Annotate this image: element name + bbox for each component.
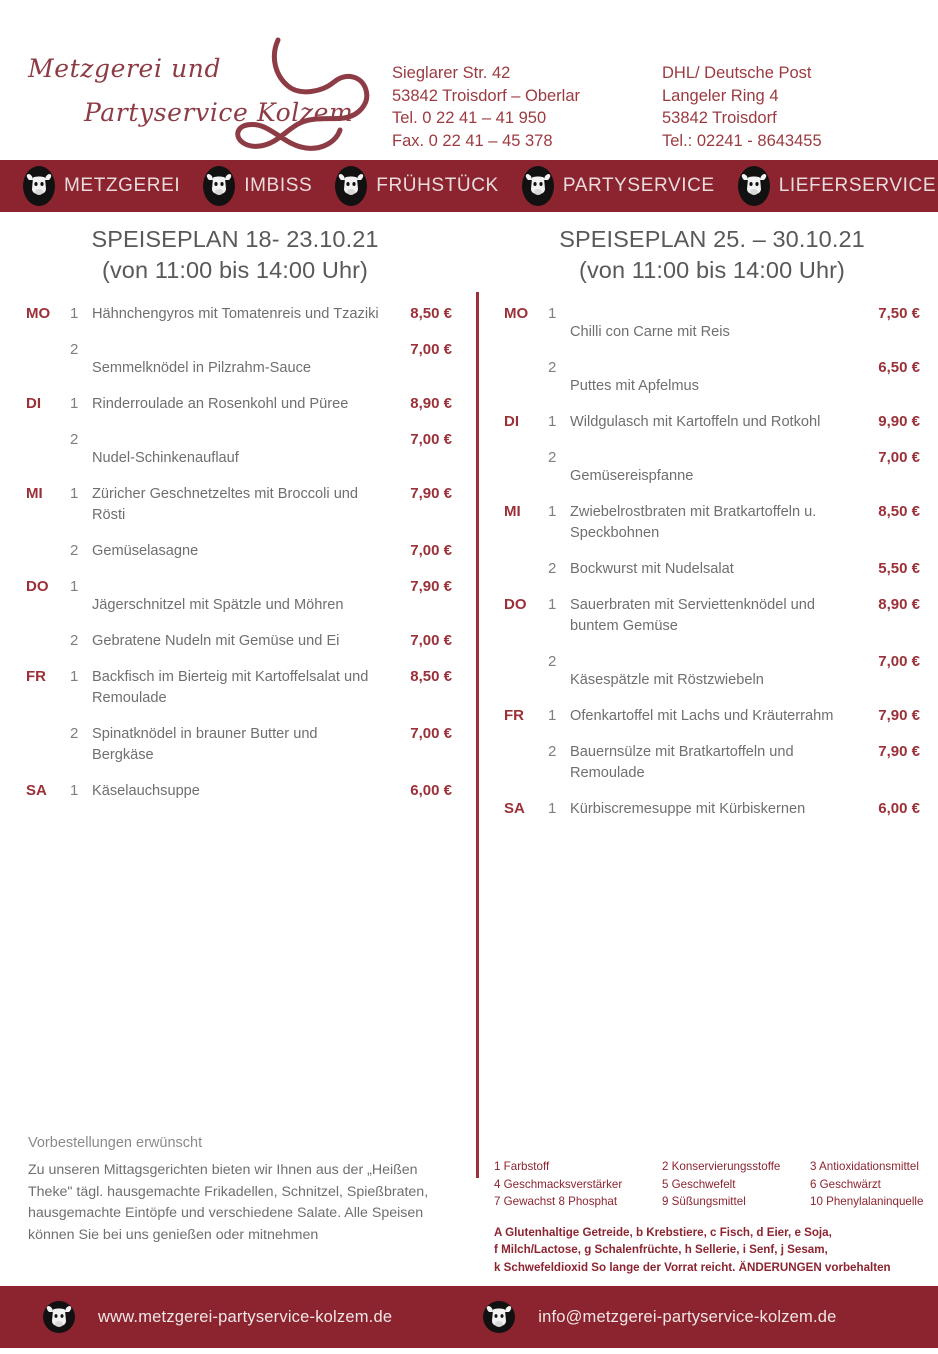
menu-row-day: MO bbox=[26, 305, 51, 322]
menu-row-number: 2 bbox=[70, 341, 79, 358]
menu-row-dish: Gebratene Nudeln mit Gemüse und Ei bbox=[92, 633, 340, 649]
menu-row-price: 7,90 € bbox=[878, 743, 920, 760]
menu-row-day bbox=[26, 631, 70, 632]
additive-cell: 2 Konservierungsstoffe bbox=[662, 1160, 781, 1173]
allergen-line: A Glutenhaltige Getreide, b Krebstiere, c Fisch, d Eier, e Soja, bbox=[494, 1225, 832, 1239]
footer-bar bbox=[0, 1286, 938, 1348]
menu-row bbox=[504, 706, 920, 727]
footer-email-text: info@metzgerei-partyservice-kolzem.de bbox=[538, 1307, 837, 1326]
logo-text-line1: Metzgerei und bbox=[28, 54, 222, 83]
menu-row bbox=[26, 781, 452, 802]
menu-row-price: 7,00 € bbox=[410, 725, 452, 742]
menu-row-number: 1 bbox=[548, 503, 557, 520]
menu-title-week2 bbox=[486, 212, 938, 286]
menu-row-day bbox=[504, 358, 548, 359]
menu-row bbox=[504, 448, 920, 487]
menu-row-dish: Jägerschnitzel mit Spätzle und Möhren bbox=[92, 597, 344, 613]
menu-rows-week2 bbox=[486, 304, 938, 820]
menu-row bbox=[26, 541, 452, 562]
note-line: Zu unseren Mittagsgerichten bieten wir Ihnen aus der „Heißen bbox=[28, 1162, 418, 1178]
menu-row bbox=[26, 667, 452, 709]
nav-label: METZGEREI bbox=[64, 175, 181, 196]
menu-row-price: 9,90 € bbox=[878, 413, 920, 430]
nav-item-metzgerei[interactable] bbox=[22, 165, 180, 207]
menu-row bbox=[26, 340, 452, 379]
menu-row-number: 1 bbox=[548, 596, 557, 613]
menu-row-number: 2 bbox=[70, 542, 79, 559]
nav-label: PARTYSERVICE bbox=[562, 175, 715, 196]
contact-line: Tel.: 02241 - 8643455 bbox=[662, 131, 822, 150]
menu-row-day bbox=[504, 652, 548, 653]
additive-cell: 5 Geschwefelt bbox=[662, 1177, 736, 1191]
preorder-body bbox=[28, 1160, 478, 1246]
menu-row-price: 7,00 € bbox=[878, 449, 920, 466]
company-logo bbox=[22, 32, 372, 152]
menu-row-price: 8,50 € bbox=[410, 668, 452, 685]
preorder-notes bbox=[28, 1132, 478, 1246]
menu-row-day bbox=[26, 340, 70, 341]
menu-row-number: 1 bbox=[548, 800, 557, 817]
additives-row bbox=[494, 1193, 924, 1211]
menu-row-price: 8,90 € bbox=[410, 395, 452, 412]
menu-row-price: 8,50 € bbox=[410, 305, 452, 322]
menu-row-dish: Käselauchsuppe bbox=[92, 783, 200, 799]
nav-label: FRÜHSTÜCK bbox=[376, 175, 499, 196]
menu-row-dish: Bauernsülze mit Bratkartoffeln und Remoulade bbox=[570, 744, 794, 781]
menu-row-number: 1 bbox=[548, 707, 557, 724]
menu-row-dish: Puttes mit Apfelmus bbox=[570, 378, 699, 394]
bull-head-icon bbox=[482, 1300, 516, 1334]
menu-row-price: 7,00 € bbox=[410, 542, 452, 559]
menu-title-line1: SPEISEPLAN 18- 23.10.21 bbox=[91, 226, 379, 252]
nav-label: LIEFERSERVICE bbox=[778, 175, 937, 196]
menu-row-number: 1 bbox=[70, 395, 79, 412]
additives-legend bbox=[494, 1158, 924, 1276]
allergens-legend bbox=[494, 1224, 924, 1277]
menu-row bbox=[504, 358, 920, 397]
menu-row-dish: Backfisch im Bierteig mit Kartoffelsalat und Remoulade bbox=[92, 669, 369, 706]
menu-row-dish: Züricher Geschnetzeltes mit Broccoli und Rösti bbox=[92, 486, 359, 523]
menu-row-day: FR bbox=[26, 668, 46, 685]
menu-area bbox=[0, 212, 938, 1112]
menu-row-day bbox=[504, 559, 548, 560]
footer-website-text: www.metzgerei-partyservice-kolzem.de bbox=[98, 1307, 393, 1326]
preorder-heading: Vorbestellungen erwünscht bbox=[28, 1135, 203, 1151]
nav-item-lieferservice[interactable] bbox=[737, 165, 936, 207]
menu-row-number: 1 bbox=[70, 485, 79, 502]
logo-text-line2: Partyservice Kolzem bbox=[84, 98, 354, 127]
menu-row bbox=[504, 502, 920, 544]
menu-row-dish: Chilli con Carne mit Reis bbox=[570, 324, 730, 340]
additive-cell: 1 Farbstoff bbox=[494, 1160, 550, 1173]
additive-cell: 4 Geschmacksverstärker bbox=[494, 1177, 623, 1191]
menu-row-price: 7,90 € bbox=[878, 707, 920, 724]
allergen-line: f Milch/Lactose, g Schalenfrüchte, h Sellerie, i Senf, j Sesam, bbox=[494, 1243, 828, 1256]
menu-row-dish: Semmelknödel in Pilzrahm-Sauce bbox=[92, 360, 311, 376]
additive-cell: 9 Süßungsmittel bbox=[662, 1195, 746, 1208]
contact-address-block bbox=[392, 62, 580, 152]
menu-column-week2 bbox=[486, 212, 938, 835]
nav-item-fruehstueck[interactable] bbox=[334, 165, 499, 207]
menu-row bbox=[26, 394, 452, 415]
note-line: Theke" tägl. hausgemachte Frikadellen, Schnitzel, Spießbraten, bbox=[28, 1183, 429, 1200]
menu-row bbox=[26, 430, 452, 469]
menu-row bbox=[26, 577, 452, 616]
bull-head-icon bbox=[737, 165, 771, 207]
menu-row-day bbox=[504, 448, 548, 449]
menu-row-day: MO bbox=[504, 305, 529, 322]
menu-row-day bbox=[504, 742, 548, 743]
menu-column-week1 bbox=[0, 212, 470, 817]
contact-postal-block bbox=[662, 62, 822, 152]
menu-row bbox=[504, 412, 920, 433]
menu-row-price: 7,90 € bbox=[410, 578, 452, 595]
menu-row-number: 2 bbox=[548, 560, 557, 577]
menu-row-day: SA bbox=[26, 782, 47, 799]
nav-label: IMBISS bbox=[244, 175, 313, 196]
menu-row bbox=[26, 724, 452, 766]
menu-row-number: 1 bbox=[70, 668, 79, 685]
menu-row-day: DO bbox=[26, 578, 49, 595]
menu-row-number: 1 bbox=[70, 578, 79, 595]
menu-row-dish: Ofenkartoffel mit Lachs und Kräuterrahm bbox=[570, 708, 834, 724]
menu-row-day bbox=[26, 541, 70, 542]
menu-row-price: 7,00 € bbox=[410, 632, 452, 649]
menu-row bbox=[504, 652, 920, 691]
menu-row-dish: Nudel-Schinkenauflauf bbox=[92, 450, 239, 466]
menu-row-dish: Rinderroulade an Rosenkohl und Püree bbox=[92, 396, 349, 412]
menu-title-line2: (von 11:00 bis 14:00 Uhr) bbox=[102, 257, 368, 283]
nav-item-imbiss[interactable] bbox=[202, 165, 312, 207]
note-line: können Sie bei uns genießen oder mitnehmen bbox=[28, 1226, 319, 1243]
menu-row bbox=[504, 595, 920, 637]
menu-row-number: 2 bbox=[548, 743, 557, 760]
menu-row-price: 7,50 € bbox=[878, 305, 920, 322]
menu-row-number: 2 bbox=[548, 359, 557, 376]
additive-cell: 7 Gewachst 8 Phosphat bbox=[494, 1195, 618, 1208]
menu-row-day bbox=[26, 724, 70, 725]
page-header bbox=[0, 0, 938, 160]
menu-row-day bbox=[26, 430, 70, 431]
footer-website-item[interactable] bbox=[42, 1300, 392, 1334]
menu-row-price: 8,50 € bbox=[878, 503, 920, 520]
additive-cell: 3 Antioxidationsmittel bbox=[810, 1160, 919, 1173]
menu-title-line1: SPEISEPLAN 25. – 30.10.21 bbox=[559, 226, 865, 252]
menu-row-dish: Sauerbraten mit Serviettenknödel und buntem Gemüse bbox=[570, 597, 816, 634]
contact-line: Fax. 0 22 41 – 45 378 bbox=[392, 131, 553, 150]
menu-row-dish: Hähnchengyros mit Tomatenreis und Tzaziki bbox=[92, 306, 379, 322]
bull-head-icon bbox=[334, 165, 368, 207]
contact-line: Tel. 0 22 41 – 41 950 bbox=[392, 109, 547, 127]
menu-row-price: 7,90 € bbox=[410, 485, 452, 502]
menu-row-number: 2 bbox=[70, 725, 79, 742]
additives-grid bbox=[494, 1158, 924, 1211]
menu-row bbox=[26, 631, 452, 652]
menu-row-dish: Käsespätzle mit Röstzwiebeln bbox=[570, 672, 764, 688]
menu-row-price: 7,00 € bbox=[878, 653, 920, 670]
menu-row bbox=[504, 304, 920, 343]
menu-row bbox=[504, 799, 920, 820]
menu-row-price: 6,00 € bbox=[878, 800, 920, 817]
menu-row-dish: Gemüsereispfanne bbox=[570, 468, 694, 484]
menu-row bbox=[26, 484, 452, 526]
additive-cell: 10 Phenylalaninquelle bbox=[810, 1195, 924, 1208]
contact-line: Langeler Ring 4 bbox=[662, 86, 779, 105]
menu-row bbox=[504, 742, 920, 784]
menu-row-dish: Spinatknödel in brauner Butter und Bergkäse bbox=[92, 726, 318, 763]
menu-row-day: MI bbox=[26, 485, 43, 502]
menu-row-number: 2 bbox=[70, 431, 79, 448]
menu-row-dish: Wildgulasch mit Kartoffeln und Rotkohl bbox=[570, 414, 821, 430]
main-navigation-bar bbox=[0, 160, 938, 212]
menu-row-dish: Kürbiscremesuppe mit Kürbiskernen bbox=[570, 801, 806, 817]
bull-head-icon bbox=[22, 165, 56, 207]
logo-flourish-icon bbox=[22, 32, 372, 152]
contact-line: 53842 Troisdorf – Oberlar bbox=[392, 86, 581, 105]
menu-row-price: 7,00 € bbox=[410, 431, 452, 448]
menu-row-price: 5,50 € bbox=[878, 560, 920, 577]
allergen-line: k Schwefeldioxid So lange der Vorrat reicht. ÄNDERUNGEN vorbehalten bbox=[494, 1260, 891, 1274]
menu-row-number: 1 bbox=[70, 305, 79, 322]
menu-row-day: DO bbox=[504, 596, 527, 613]
column-divider bbox=[476, 292, 479, 1178]
menu-row-number: 1 bbox=[548, 413, 557, 430]
bull-head-icon bbox=[42, 1300, 76, 1334]
menu-row-day: DI bbox=[26, 395, 41, 412]
contact-line: Sieglarer Str. 42 bbox=[392, 64, 511, 82]
additives-row bbox=[494, 1176, 924, 1194]
menu-row-price: 7,00 € bbox=[410, 341, 452, 358]
menu-row-day: MI bbox=[504, 503, 521, 520]
menu-row-number: 2 bbox=[548, 653, 557, 670]
menu-title-week1 bbox=[0, 212, 470, 286]
nav-item-partyservice[interactable] bbox=[521, 165, 715, 207]
menu-row-price: 6,00 € bbox=[410, 782, 452, 799]
bull-head-icon bbox=[521, 165, 555, 207]
additive-cell: 6 Geschwärzt bbox=[810, 1177, 881, 1191]
menu-row-dish: Gemüselasagne bbox=[92, 543, 199, 559]
menu-row-price: 6,50 € bbox=[878, 359, 920, 376]
menu-row bbox=[26, 304, 452, 325]
menu-rows-week1 bbox=[0, 304, 470, 802]
contact-line: 53842 Troisdorf bbox=[662, 109, 777, 127]
menu-row-day: SA bbox=[504, 800, 525, 817]
menu-row-day: DI bbox=[504, 413, 519, 430]
menu-row-dish: Bockwurst mit Nudelsalat bbox=[570, 561, 734, 577]
menu-row bbox=[504, 559, 920, 580]
contact-line: DHL/ Deutsche Post bbox=[662, 64, 812, 82]
note-line: hausgemachte Eintöpfe und verschiedene Salate. Alle Speisen bbox=[28, 1205, 424, 1221]
menu-row-dish: Zwiebelrostbraten mit Bratkartoffeln u. Speckbohnen bbox=[570, 504, 817, 541]
footer-email-item[interactable] bbox=[482, 1300, 836, 1334]
menu-row-number: 1 bbox=[548, 305, 557, 322]
menu-row-price: 8,90 € bbox=[878, 596, 920, 613]
menu-row-number: 1 bbox=[70, 782, 79, 799]
menu-row-number: 2 bbox=[548, 449, 557, 466]
menu-row-number: 2 bbox=[70, 632, 79, 649]
bull-head-icon bbox=[202, 165, 236, 207]
menu-row-day: FR bbox=[504, 707, 524, 724]
menu-title-line2: (von 11:00 bis 14:00 Uhr) bbox=[579, 257, 845, 283]
additives-row bbox=[494, 1158, 924, 1176]
